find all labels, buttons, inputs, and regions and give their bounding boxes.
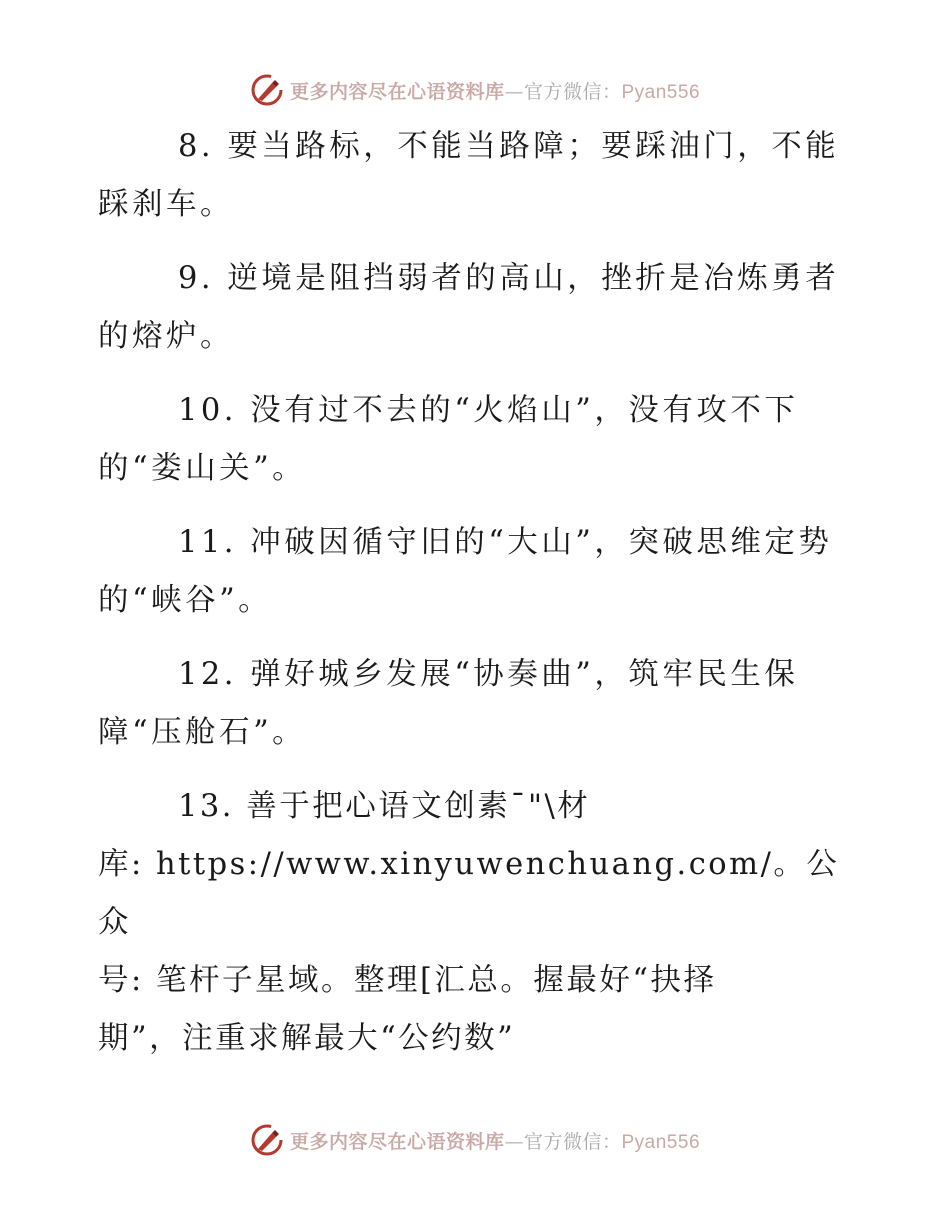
item-text: 要当路标，不能当路障；要踩油门，不能踩刹车。 bbox=[98, 129, 840, 222]
watermark-brand: 更多内容尽在心语资料库 bbox=[289, 1130, 505, 1153]
item-number: 9. bbox=[178, 261, 215, 296]
list-item bbox=[98, 118, 858, 234]
list-item bbox=[98, 778, 858, 1068]
list-item bbox=[98, 382, 858, 498]
item-text-line: 期”，注重求解最大“公约数” bbox=[98, 1021, 516, 1056]
watermark-brand: 更多内容尽在心语资料库 bbox=[289, 80, 505, 103]
item-number: 13. bbox=[178, 789, 235, 824]
item-number: 8. bbox=[178, 129, 215, 164]
watermark-text bbox=[290, 1127, 700, 1154]
item-text: 没有过不去的“火焰山”，没有攻不下的“娄山关”。 bbox=[98, 393, 799, 486]
list-item bbox=[98, 646, 858, 762]
item-text-line: 号: 笔杆子星域。整理[汇总。握最好“抉择 bbox=[98, 963, 717, 998]
watermark-official-label: 官方微信： bbox=[523, 80, 622, 103]
header-watermark bbox=[0, 70, 950, 110]
pen-logo-icon bbox=[250, 73, 284, 107]
watermark-separator: — bbox=[504, 80, 524, 103]
list-item bbox=[98, 514, 858, 630]
item-number: 10. bbox=[178, 393, 238, 428]
list-item bbox=[98, 250, 858, 366]
footer-watermark bbox=[0, 1120, 950, 1160]
watermark-wechat-id: Pyan556 bbox=[621, 81, 701, 103]
item-text-line: 善于把心语文创素¯"\材 bbox=[246, 789, 591, 824]
watermark-text bbox=[290, 77, 700, 104]
item-text: 冲破因循守旧的“大山”，突破思维定势的“峡谷”。 bbox=[98, 525, 833, 618]
watermark-official-label: 官方微信： bbox=[523, 1130, 622, 1153]
item-number: 12. bbox=[178, 657, 238, 692]
document-body bbox=[98, 118, 858, 1084]
item-number: 11. bbox=[178, 525, 238, 560]
item-text: 弹好城乡发展“协奏曲”，筑牢民生保障“压舱石”。 bbox=[98, 657, 799, 750]
watermark-wechat-id: Pyan556 bbox=[621, 1131, 701, 1153]
pen-logo-icon bbox=[250, 1123, 284, 1157]
item-text: 逆境是阻挡弱者的高山，挫折是冶炼勇者的熔炉。 bbox=[98, 261, 840, 354]
item-text-line: 库: https://www.xinyuwenchuang.com/。公众 bbox=[98, 847, 840, 940]
watermark-separator: — bbox=[504, 1130, 524, 1153]
